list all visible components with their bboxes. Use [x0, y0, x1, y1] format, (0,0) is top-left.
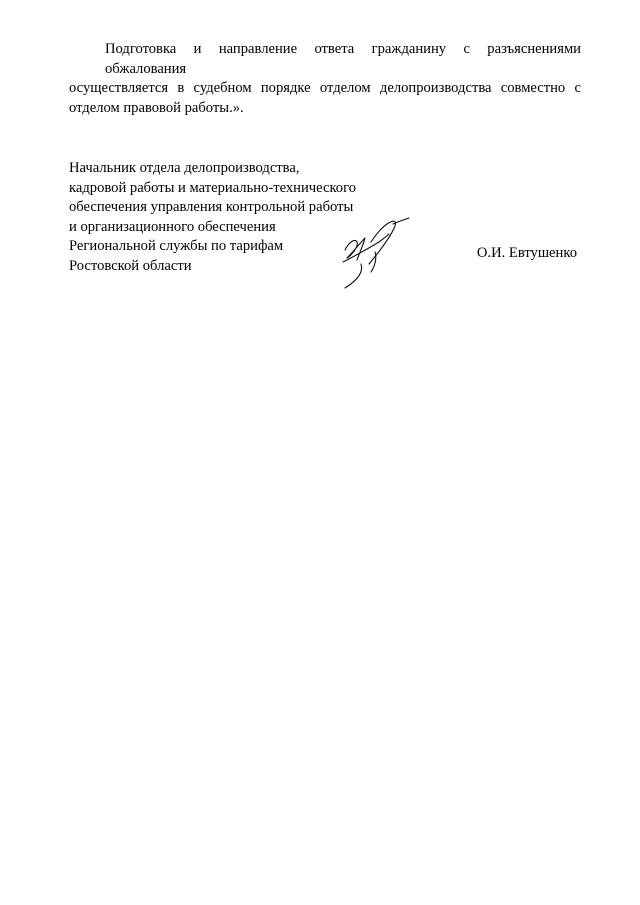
handwritten-signature: [335, 212, 415, 292]
signatory-title-line: Региональной службы по тарифам: [69, 238, 284, 254]
signatory-title-line: и организационного обеспечения: [69, 218, 276, 235]
signatory-title: [69, 159, 356, 276]
signer-name: О.И. Евтушенко: [476, 245, 577, 261]
signatory-title-line: Ростовской области: [69, 257, 192, 274]
paragraph-line: отделом правовой работы.».: [69, 99, 244, 116]
signatory-title-line: обеспечения управления контрольной работы: [69, 199, 354, 215]
closing-paragraph: [69, 40, 581, 118]
paragraph-line: Подготовка и направление ответа гражданину с разъяснениями обжалования: [105, 41, 581, 77]
signatory-title-line: Начальник отдела делопроизводства,: [69, 160, 300, 176]
paragraph-line: осуществляется в судебном порядке отделом делопроизводства совместно с: [69, 80, 581, 96]
signatory-title-line: кадровой работы и материально-технического: [69, 179, 357, 196]
